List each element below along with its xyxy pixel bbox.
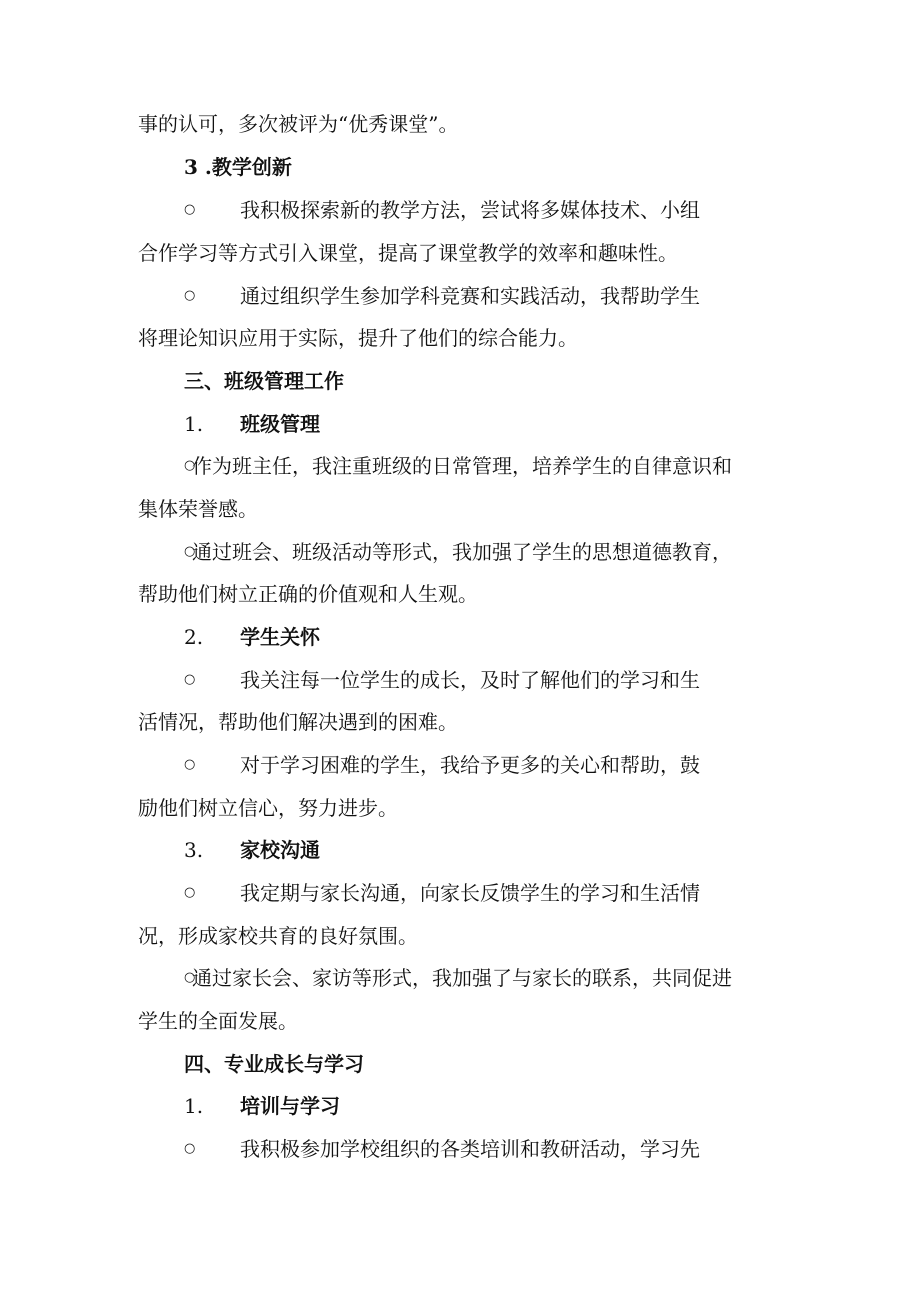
- section-heading: 三、班级管理工作: [184, 369, 344, 393]
- bullet-icon: ○: [184, 458, 196, 473]
- text-line: 我定期与家长沟通，向家长反馈学生的学习和生活情: [240, 881, 700, 905]
- subsection-heading: 培训与学习: [240, 1094, 340, 1118]
- text-line: 作为班主任，我注重班级的日常管理，培养学生的自律意识和: [192, 454, 732, 478]
- text-line: 励他们树立信心，努力进步。: [138, 796, 398, 820]
- section-heading: 四、专业成长与学习: [184, 1052, 364, 1076]
- subsection-heading: 家校沟通: [240, 838, 320, 862]
- bullet-icon: ○: [184, 757, 196, 772]
- bullet-icon: ○: [184, 202, 196, 217]
- text-line: 集体荣誉感。: [138, 497, 258, 521]
- item-number: 1.: [184, 412, 204, 436]
- text-line: 通过班会、班级活动等形式，我加强了学生的思想道德教育，: [192, 540, 732, 564]
- text-line: 活情况，帮助他们解决遇到的困难。: [138, 710, 458, 734]
- bullet-icon: ○: [184, 1141, 196, 1156]
- text-line: 对于学习困难的学生，我给予更多的关心和帮助，鼓: [240, 753, 700, 777]
- text-line: 我积极参加学校组织的各类培训和教研活动，学习先: [240, 1137, 700, 1161]
- bullet-icon: ○: [184, 288, 196, 303]
- text-line: 学生的全面发展。: [138, 1009, 298, 1033]
- text-line: 帮助他们树立正确的价值观和人生观。: [138, 582, 478, 606]
- text-line: 我积极探索新的教学方法，尝试将多媒体技术、小组: [240, 198, 700, 222]
- text-line: 通过家长会、家访等形式，我加强了与家长的联系，共同促进: [192, 966, 732, 990]
- subsection-heading: 学生关怀: [240, 625, 320, 649]
- subsection-heading: 班级管理: [240, 412, 320, 436]
- text-line: 我关注每一位学生的成长，及时了解他们的学习和生: [240, 668, 700, 692]
- item-number: 3.: [184, 838, 204, 862]
- bullet-icon: ○: [184, 544, 196, 559]
- bullet-icon: ○: [184, 885, 196, 900]
- subsection-heading: 3 .教学创新: [184, 155, 292, 179]
- text-line: 事的认可，多次被评为“优秀课堂”。: [138, 112, 459, 136]
- text-line: 将理论知识应用于实际，提升了他们的综合能力。: [138, 326, 578, 350]
- item-number: 2.: [184, 625, 204, 649]
- bullet-icon: ○: [184, 672, 196, 687]
- text-line: 况，形成家校共育的良好氛围。: [138, 924, 418, 948]
- item-number: 1.: [184, 1094, 204, 1118]
- bullet-icon: ○: [184, 970, 196, 985]
- text-line: 通过组织学生参加学科竞赛和实践活动，我帮助学生: [240, 284, 700, 308]
- text-line: 合作学习等方式引入课堂，提高了课堂教学的效率和趣味性。: [138, 241, 678, 265]
